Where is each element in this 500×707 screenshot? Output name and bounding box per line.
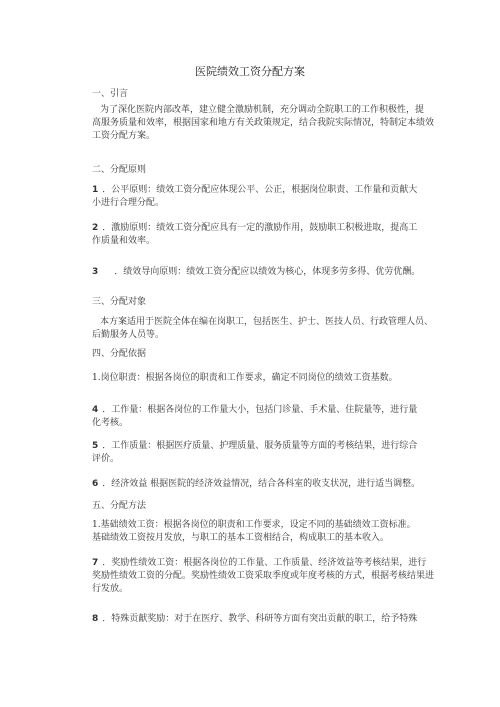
method-item (92, 613, 432, 626)
item-number: 6 (92, 479, 99, 489)
item-text: ．激励原则：绩效工资分配应具有一定的激励作用，鼓励职工积极进取，提高工 (102, 223, 418, 233)
item-number: 2 (92, 223, 99, 233)
principle-item (92, 184, 432, 210)
basis-item (92, 478, 432, 491)
item-number: 5 (92, 441, 99, 451)
item-text: 1.基础绩效工资：根据各岗位的职责和工作要求，设定不同的基础绩效工资标准。 (92, 520, 416, 530)
item-text: 作质量和效率。 (92, 236, 156, 246)
item-number: 8 (92, 614, 99, 624)
paragraph-line: 工资分配方案。 (92, 131, 156, 141)
item-text: 小进行合理分配。 (92, 198, 165, 208)
item-text: 1.岗位职责：根据各岗位的职责和工作要求，确定不同岗位的绩效工资基数。 (92, 373, 398, 383)
section-intro-paragraph (92, 104, 435, 143)
item-number: 1 (92, 185, 99, 195)
method-item (92, 519, 432, 545)
item-text: ．工作质量：根据医疗质量、护理质量、服务质量等方面的考核结果，进行综合 (102, 441, 418, 451)
item-number: 4 (92, 405, 99, 415)
item-text: 行发放。 (92, 584, 129, 594)
paragraph-line: 本方案适用于医院全体在编在岗职工，包括医生、护士、医技人员、行政管理人员、 (100, 317, 434, 327)
paragraph-line: 高服务质量和效率，根据国家和地方有关政策规定，结合我院实际情况，特制定本绩效 (92, 118, 435, 128)
basis-item (92, 440, 432, 466)
basis-item (92, 372, 432, 385)
principle-item (92, 222, 432, 248)
item-text: ．特殊贡献奖励：对于在医疗、教学、科研等方面有突出贡献的职工，给予特殊 (102, 614, 418, 624)
paragraph-line: 后勤服务人员等。 (92, 330, 165, 340)
item-text: 基础绩效工资按月发放，与职工的基本工资相结合，构成职工的基本收入。 (92, 533, 390, 543)
item-text: 化考核。 (92, 418, 129, 428)
section-heading-basis: 四、分配依据 (92, 349, 147, 359)
item-text: ．公平原则：绩效工资分配应体现公平、公正，根据岗位职责、工作量和贡献大 (102, 185, 418, 195)
item-text: ．工作量：根据各岗位的工作量大小，包括门诊量、手术量、住院量等，进行量 (102, 405, 418, 415)
section-heading-targets: 三、分配对象 (92, 297, 147, 307)
item-text: ．绩效导向原则：绩效工资分配应以绩效为核心，体现多劳多得、优劳优酬。 (114, 267, 421, 277)
item-number: 7 (92, 558, 99, 568)
basis-item (92, 404, 432, 430)
section-heading-intro: 一、引言 (92, 89, 129, 99)
method-item (92, 557, 435, 596)
item-number: 3 (92, 267, 99, 277)
page-title: 医院绩效工资分配方案 (195, 65, 305, 78)
principle-item (92, 266, 432, 279)
item-text: ．奖励性绩效工资：根据各岗位的工作量、工作质量、经济效益等考核结果，进行 (102, 558, 427, 568)
section-heading-principles: 二、分配原则 (92, 165, 147, 175)
paragraph-line: 为了深化医院内部改革，建立健全激励机制，充分调动全院职工的工作积极性，提 (100, 105, 425, 115)
item-text: 奖励性绩效工资的分配。奖励性绩效工资采取季度或年度考核的方式，根据考核结果进 (92, 571, 435, 581)
section-targets-paragraph (92, 316, 432, 342)
section-heading-methods: 五、分配方法 (92, 501, 147, 511)
item-text: 评价。 (92, 454, 120, 464)
item-text: ．经济效益 根据医院的经济效益情况，结合各科室的收支状况，进行适当调整。 (102, 479, 421, 489)
